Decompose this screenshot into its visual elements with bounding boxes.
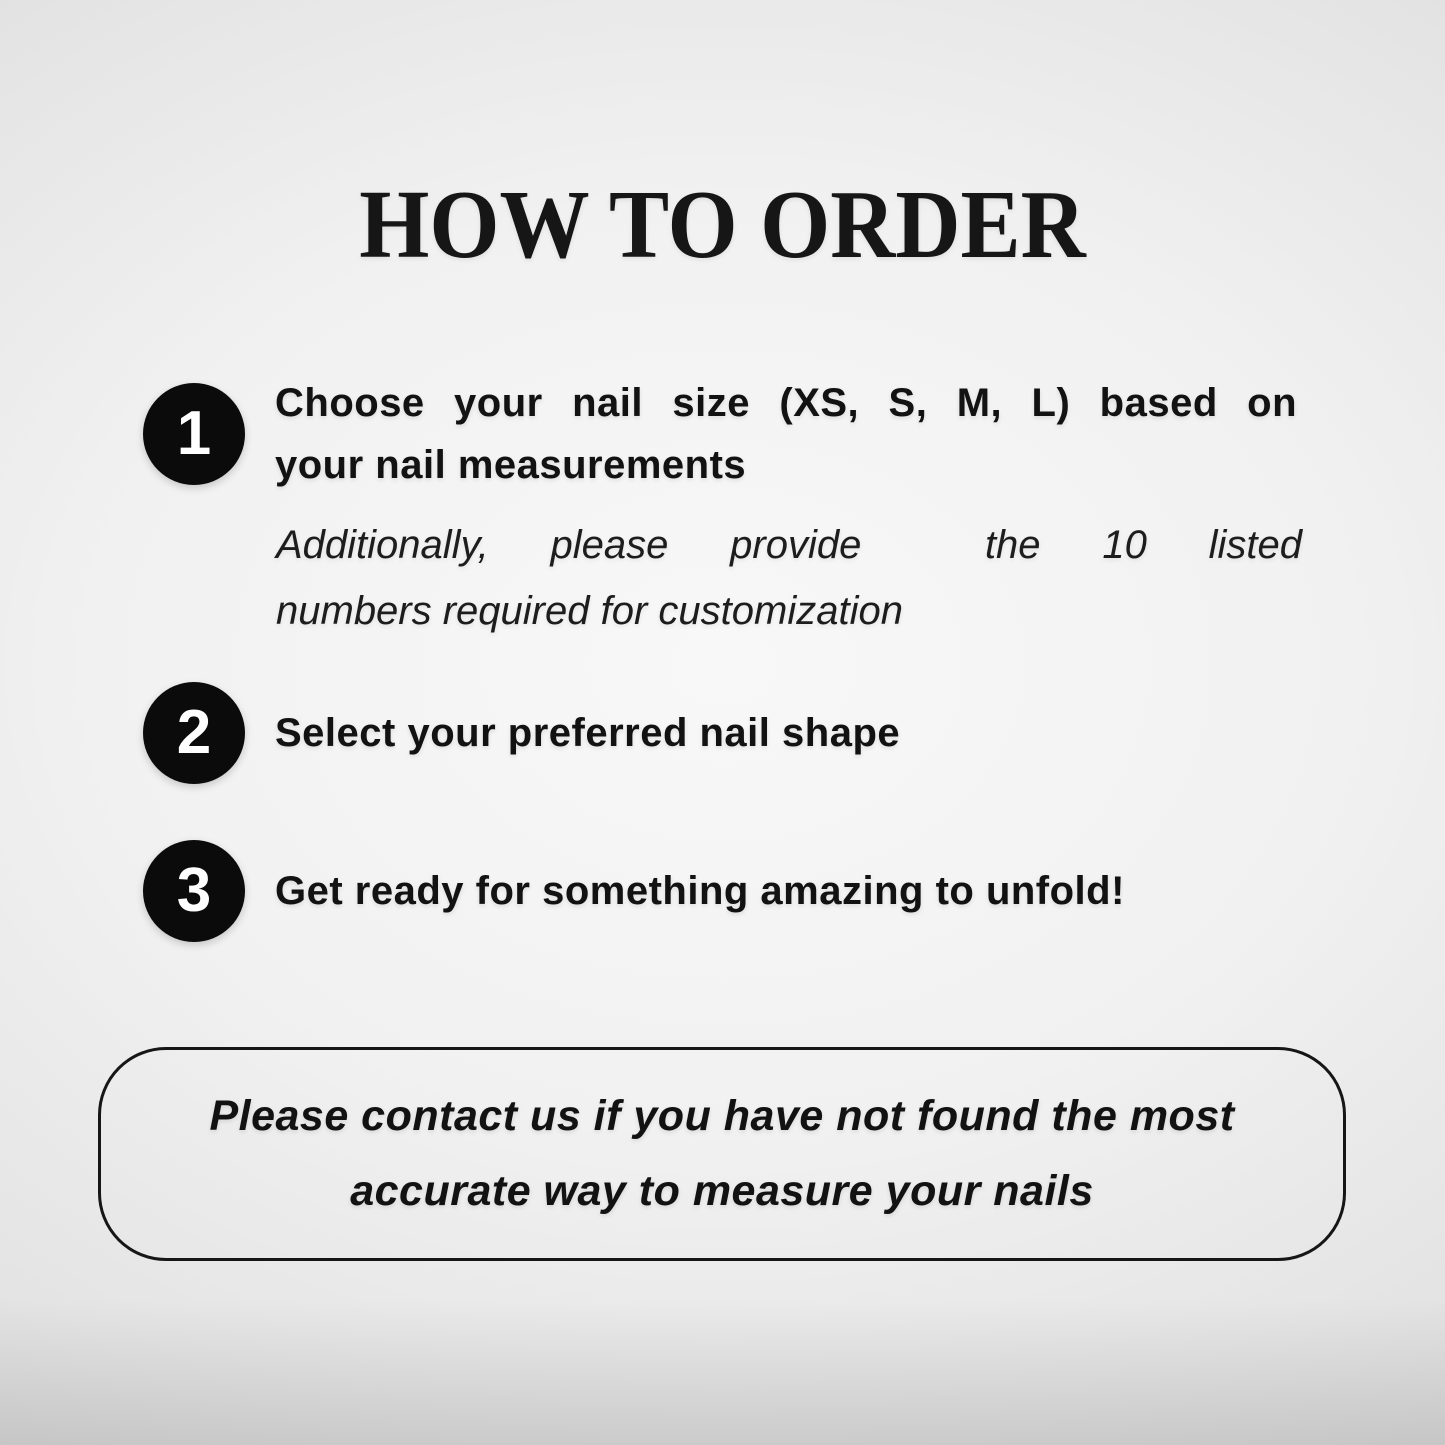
- step-3-number-badge: [143, 840, 245, 942]
- contact-note-line-1: Please contact us if you have not found the most: [209, 1092, 1235, 1140]
- step-item-2: [143, 682, 900, 784]
- step-1-note: [276, 512, 1302, 644]
- step-1-number: 1: [176, 399, 212, 468]
- step-2-number: 2: [176, 698, 212, 767]
- step-3-text: Get ready for something amazing to unfold!: [275, 869, 1125, 913]
- contact-note-line-2: accurate way to measure your nails: [350, 1167, 1094, 1215]
- step-2-number-badge: [143, 682, 245, 784]
- step-1-text: [275, 372, 1297, 496]
- step-1-text-line-1: Choose your nail size (XS, S, M, L) based on: [275, 381, 1297, 425]
- step-1-number-badge: [143, 383, 245, 485]
- step-1-text-line-2: your nail measurements: [275, 443, 747, 487]
- step-1-note-line-2: numbers required for customization: [276, 589, 903, 633]
- contact-note-box: [98, 1047, 1346, 1261]
- page-title: HOW TO ORDER: [359, 171, 1086, 279]
- step-3-number: 3: [176, 856, 212, 925]
- contact-note-text: [209, 1079, 1234, 1229]
- step-1-note-line-1: Additionally, please provide the 10 listed: [276, 523, 1302, 567]
- step-item-1: [143, 372, 1297, 496]
- step-item-3: [143, 840, 1125, 942]
- step-2-text: Select your preferred nail shape: [275, 711, 901, 755]
